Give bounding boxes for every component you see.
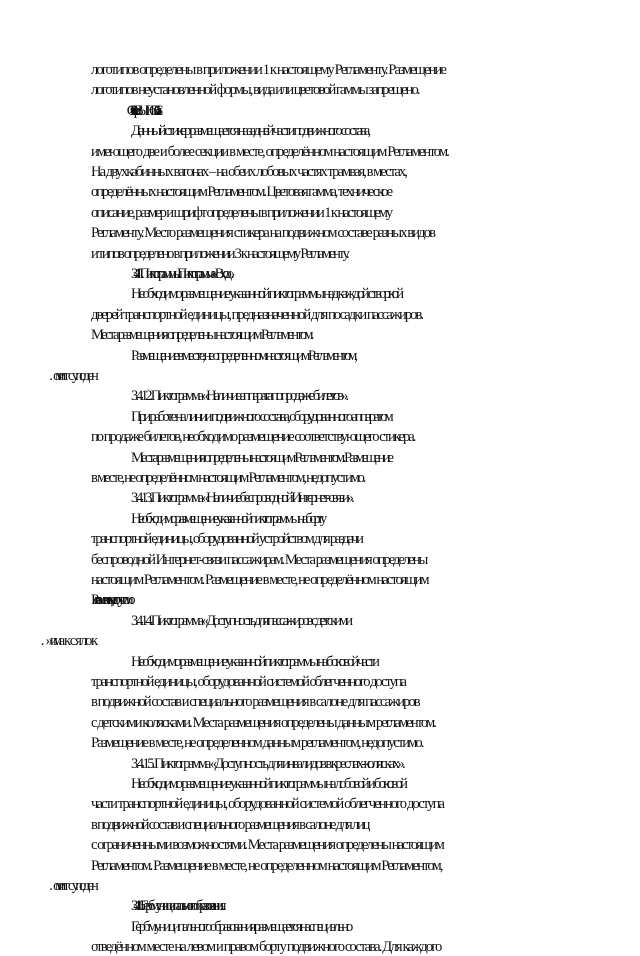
text-line: Необходимо размещение указанной пиктограммы над каждой створкой [131, 286, 402, 303]
text-line: Места размещения определены настоящим Регламентом. Размещение [131, 449, 392, 466]
text-line: При работе на линии подвижного состава, оборудованного аппаратом [131, 408, 391, 425]
text-line: На двухкабинных вагонах – на обеих лобовых частях трамвая, в местах, [91, 164, 406, 180]
text-line: 3.4.12. Пиктограмма «Наличие аппарата по продаже билетов». [131, 388, 347, 405]
text-line: 3.4.15. Пиктограмма «Доступность для инвалидов в креслах-колясках». [131, 755, 404, 772]
text-line: 3.4.14. Пиктограмма «Доступность для пассажиров с детскими [131, 612, 351, 629]
text-line: дверей транспортной единицы, предназначенной для посадки пассажиров. [91, 306, 423, 323]
text-line: с детскими колясками. Места размещения определены данным регламентом. [91, 714, 436, 731]
text-line: Регламентом, недопустимо. [91, 592, 129, 609]
text-line: логотипов определены в приложении 1 к настоящему Регламенту. Размещение [91, 62, 446, 78]
text-line: Места размещения определены настоящим Регламентом. [91, 327, 312, 344]
text-line: в подвижной состав и специального размещения в салоне для пассажиров [91, 694, 419, 711]
text-line: Регламенту. Место размещения стикера на подвижном составе разных видов [91, 225, 435, 242]
text-line: беспроводной Интернет-связи пассажирам. Места размещения определены [91, 551, 427, 568]
text-line: 3.4.11. Пиктограммы. Пиктограмма «Вход». [131, 266, 231, 282]
text-line: по продаже билетов, необходимо размещение соответствующего стикера. [91, 429, 415, 446]
text-line [91, 367, 640, 385]
text-line: Данный стикер размещается на задней части подвижного состава, [131, 123, 369, 140]
text-line: имеющего две и более секции в месте, определённом настоящим Регламентом. [91, 143, 448, 160]
text-line: и типов определено в приложении 3 к настоящему Регламенту. [91, 245, 348, 262]
text-line: Регламентом. Размещение в месте, не определенном настоящим Регламентом, [91, 857, 442, 874]
text-line: в месте, не определённом настоящим Регламентом, недопустимо. [91, 470, 365, 486]
text-line: Необходимо размещение указанной пиктограммы на боковой части [131, 653, 377, 670]
text-line: в подвижной состав и специального размещения в салоне для лиц [91, 816, 369, 833]
text-line: описание, размер и шрифт определены в приложении 1 к настоящему [91, 204, 392, 221]
text-line: настоящим Регламентом. Размещение в месте, не определённом настоящим [91, 572, 428, 588]
text-line [91, 877, 640, 895]
text-line: 3.4.16. Герб муниципального образования. [131, 898, 222, 915]
text-line: отведённом месте на левом и правом борту подвижного состава. Для каждого [91, 939, 441, 956]
text-line: транспортной единицы, оборудованной устройством для раздачи [91, 531, 362, 548]
text-line: Размещение в месте, не определенном данным регламентом, недопустимо. [91, 735, 423, 752]
text-line: части транспортной единицы, оборудованной системой облегченного доступа [91, 796, 444, 813]
text-line: Необходимо размещение указанной пиктограммы на лобовой и боковой [131, 776, 406, 792]
text-line: Герб муниципального образования размещается на специально [131, 918, 351, 935]
text-line: 3.4.10. Стикер «ВЫНОС 1.5 м». [131, 102, 156, 119]
text-line: определённых настоящим Регламентом. Цветовая гамма, техническое [91, 184, 391, 201]
text-line: 3.4.13. Пиктограмма «Наличие беспроводной Интернет-связи». [131, 490, 352, 507]
text-line [91, 632, 640, 650]
text-line: Необходимо размещение указанной пиктограммы на борту [131, 510, 324, 527]
text-line: транспортной единицы, оборудованной системой облегченного доступа [91, 674, 405, 690]
text-line: Размещение в месте, не определенном настоящим Регламентом, [131, 347, 356, 364]
text-line: логотипов неустановленной формы, вида или цветовой гаммы запрещено. [91, 82, 419, 99]
text-line: с ограниченными возможностями. Места размещения определены настоящим [91, 837, 443, 854]
